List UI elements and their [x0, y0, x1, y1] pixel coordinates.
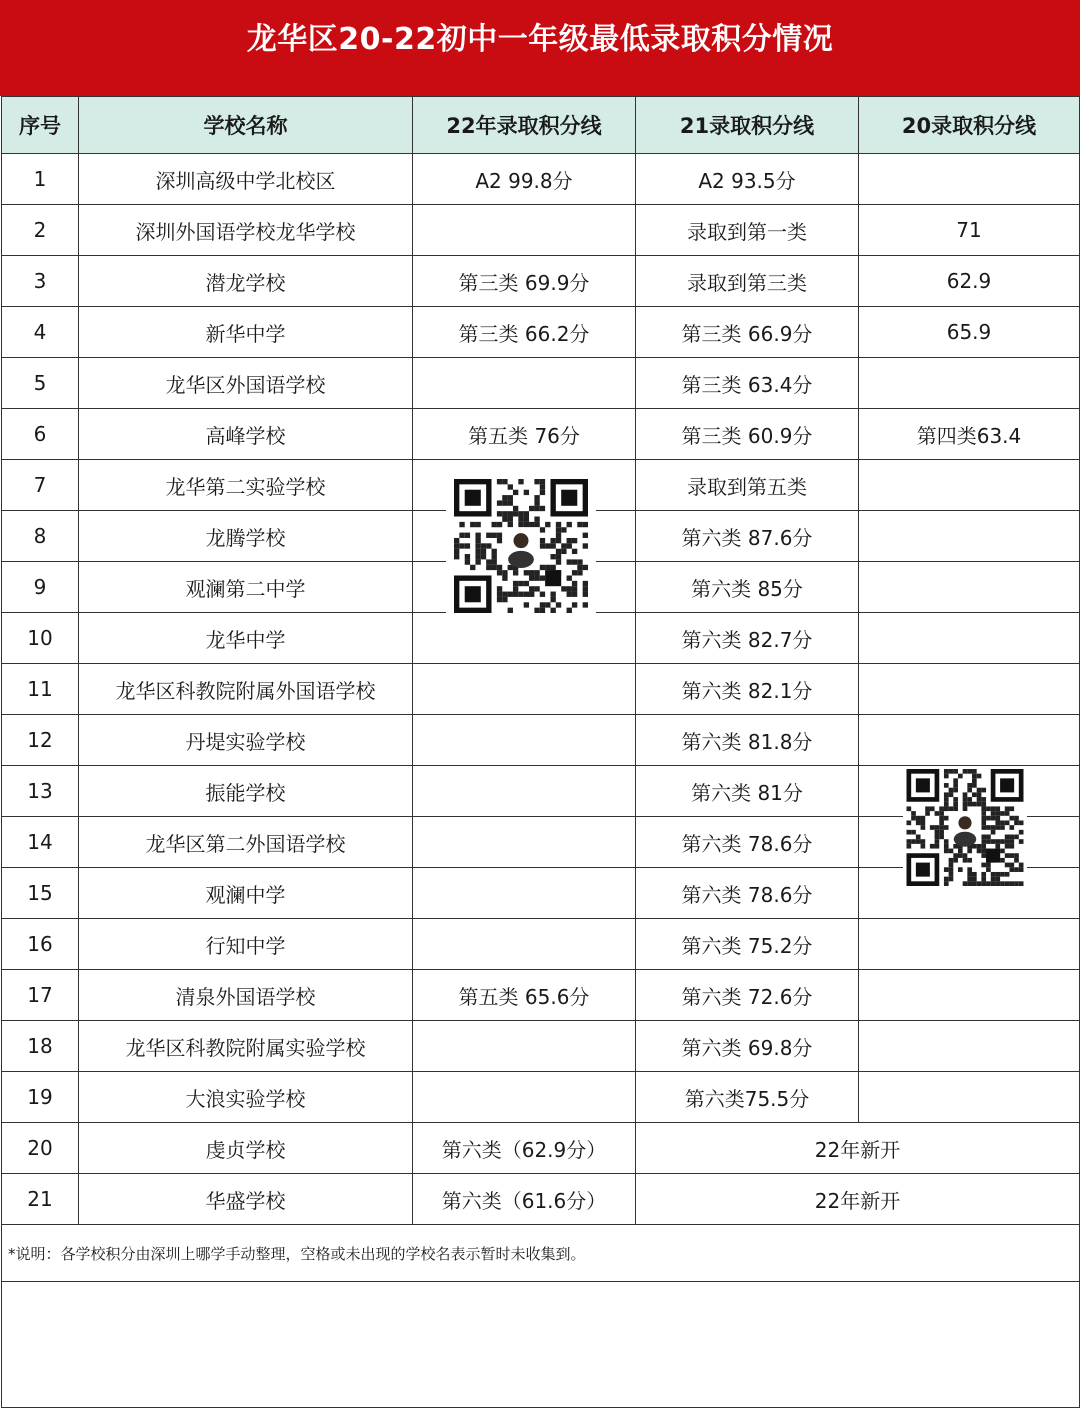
page-title: 龙华区20-22初中一年级最低录取积分情况	[246, 22, 834, 57]
cell-index: 21	[2, 1174, 79, 1225]
cell-score21: 第六类 85分	[636, 562, 859, 613]
cell-index: 5	[2, 358, 79, 409]
table-row	[2, 358, 1080, 409]
cell-score21: 第六类 81.8分	[636, 715, 859, 766]
table-row	[2, 715, 1080, 766]
cell-school: 丹堤实验学校	[79, 715, 413, 766]
cell-school: 行知中学	[79, 919, 413, 970]
table-row	[2, 409, 1080, 460]
cell-score21: 第六类 78.6分	[636, 817, 859, 868]
cell-score20: 71	[859, 205, 1080, 256]
table-row	[2, 613, 1080, 664]
header-index: 序号	[2, 97, 79, 154]
qr-code-graphic	[903, 769, 1027, 886]
cell-school: 虔贞学校	[79, 1123, 413, 1174]
table-row-merged	[2, 1174, 1080, 1225]
cell-score20: 65.9	[859, 307, 1080, 358]
table-row	[2, 154, 1080, 205]
cell-school: 深圳外国语学校龙华学校	[79, 205, 413, 256]
cell-score22: 第三类 69.9分	[413, 256, 636, 307]
cell-score22	[413, 919, 636, 970]
cell-school: 深圳高级中学北校区	[79, 154, 413, 205]
table-row	[2, 1072, 1080, 1123]
cell-score21: 第六类 81分	[636, 766, 859, 817]
cell-index: 1	[2, 154, 79, 205]
cell-score21: 第六类 72.6分	[636, 970, 859, 1021]
table-header-row	[2, 97, 1080, 154]
cell-school: 龙华区科教院附属实验学校	[79, 1021, 413, 1072]
cell-index: 16	[2, 919, 79, 970]
cell-score22	[413, 766, 636, 817]
cell-score20	[859, 715, 1080, 766]
table-row	[2, 307, 1080, 358]
table-row	[2, 256, 1080, 307]
cell-score22	[413, 205, 636, 256]
cell-school: 龙华区第二外国语学校	[79, 817, 413, 868]
cell-score22: 第五类 76分	[413, 409, 636, 460]
cell-school: 清泉外国语学校	[79, 970, 413, 1021]
cell-school: 龙华区外国语学校	[79, 358, 413, 409]
qr-code-graphic	[446, 479, 596, 613]
cell-score20	[859, 1021, 1080, 1072]
cell-school: 龙华第二实验学校	[79, 460, 413, 511]
cell-score22	[413, 664, 636, 715]
cell-score21: 第六类 78.6分	[636, 868, 859, 919]
cell-score21: 录取到第三类	[636, 256, 859, 307]
table-row	[2, 1021, 1080, 1072]
cell-score20	[859, 358, 1080, 409]
cell-index: 18	[2, 1021, 79, 1072]
cell-index: 13	[2, 766, 79, 817]
qr-code-icon	[903, 769, 1027, 886]
cell-school: 观澜第二中学	[79, 562, 413, 613]
cell-new-school: 22年新开	[636, 1174, 1080, 1225]
cell-index: 4	[2, 307, 79, 358]
cell-score22	[413, 715, 636, 766]
score-table	[1, 96, 1080, 1408]
cell-score20: 第四类63.4	[859, 409, 1080, 460]
cell-score22: 第五类 65.6分	[413, 970, 636, 1021]
cell-score20	[859, 970, 1080, 1021]
cell-index: 10	[2, 613, 79, 664]
cell-score20	[859, 919, 1080, 970]
cell-score20	[859, 664, 1080, 715]
table-row	[2, 919, 1080, 970]
cell-score21: 第六类 82.1分	[636, 664, 859, 715]
cell-score20	[859, 613, 1080, 664]
header-score22: 22年录取积分线	[413, 97, 636, 154]
cell-score22	[413, 1021, 636, 1072]
note-row	[2, 1225, 1080, 1282]
cell-school: 观澜中学	[79, 868, 413, 919]
cell-score22	[413, 868, 636, 919]
cell-score21: A2 93.5分	[636, 154, 859, 205]
cell-score21: 第六类75.5分	[636, 1072, 859, 1123]
qr-code-icon	[446, 479, 596, 613]
cell-score20	[859, 511, 1080, 562]
cell-index: 9	[2, 562, 79, 613]
cell-index: 20	[2, 1123, 79, 1174]
cell-school: 龙华区科教院附属外国语学校	[79, 664, 413, 715]
cell-school: 新华中学	[79, 307, 413, 358]
blank-row	[2, 1282, 1080, 1408]
cell-score22: A2 99.8分	[413, 154, 636, 205]
table-row	[2, 970, 1080, 1021]
cell-school: 高峰学校	[79, 409, 413, 460]
cell-score21: 第三类 66.9分	[636, 307, 859, 358]
cell-score22: 第三类 66.2分	[413, 307, 636, 358]
footnote: *说明：各学校积分由深圳上哪学手动整理，空格或未出现的学校名表示暂时未收集到。	[2, 1225, 1080, 1282]
cell-score22	[413, 613, 636, 664]
header-score21: 21录取积分线	[636, 97, 859, 154]
cell-index: 3	[2, 256, 79, 307]
cell-index: 8	[2, 511, 79, 562]
cell-score20	[859, 1072, 1080, 1123]
cell-school: 华盛学校	[79, 1174, 413, 1225]
cell-school: 振能学校	[79, 766, 413, 817]
cell-score21: 第六类 82.7分	[636, 613, 859, 664]
cell-score20	[859, 460, 1080, 511]
cell-index: 17	[2, 970, 79, 1021]
cell-score21: 第六类 75.2分	[636, 919, 859, 970]
cell-school: 龙华中学	[79, 613, 413, 664]
cell-index: 19	[2, 1072, 79, 1123]
title-banner	[0, 0, 1080, 96]
cell-school: 龙腾学校	[79, 511, 413, 562]
cell-school: 潜龙学校	[79, 256, 413, 307]
cell-index: 14	[2, 817, 79, 868]
cell-index: 7	[2, 460, 79, 511]
cell-score20	[859, 154, 1080, 205]
cell-score22: 第六类（61.6分）	[413, 1174, 636, 1225]
cell-score22	[413, 358, 636, 409]
table-row-merged	[2, 1123, 1080, 1174]
cell-index: 11	[2, 664, 79, 715]
cell-score22: 第六类（62.9分）	[413, 1123, 636, 1174]
blank-cell	[2, 1282, 1080, 1408]
cell-index: 6	[2, 409, 79, 460]
cell-new-school: 22年新开	[636, 1123, 1080, 1174]
table-row	[2, 205, 1080, 256]
cell-score20: 62.9	[859, 256, 1080, 307]
header-school: 学校名称	[79, 97, 413, 154]
cell-score21: 第六类 69.8分	[636, 1021, 859, 1072]
cell-score21: 第六类 87.6分	[636, 511, 859, 562]
table-row	[2, 664, 1080, 715]
cell-index: 12	[2, 715, 79, 766]
cell-score22	[413, 1072, 636, 1123]
cell-score21: 第三类 63.4分	[636, 358, 859, 409]
cell-score21: 第三类 60.9分	[636, 409, 859, 460]
cell-index: 2	[2, 205, 79, 256]
cell-score21: 录取到第一类	[636, 205, 859, 256]
cell-index: 15	[2, 868, 79, 919]
cell-score21: 录取到第五类	[636, 460, 859, 511]
cell-school: 大浪实验学校	[79, 1072, 413, 1123]
cell-score22	[413, 817, 636, 868]
header-score20: 20录取积分线	[859, 97, 1080, 154]
cell-score20	[859, 562, 1080, 613]
